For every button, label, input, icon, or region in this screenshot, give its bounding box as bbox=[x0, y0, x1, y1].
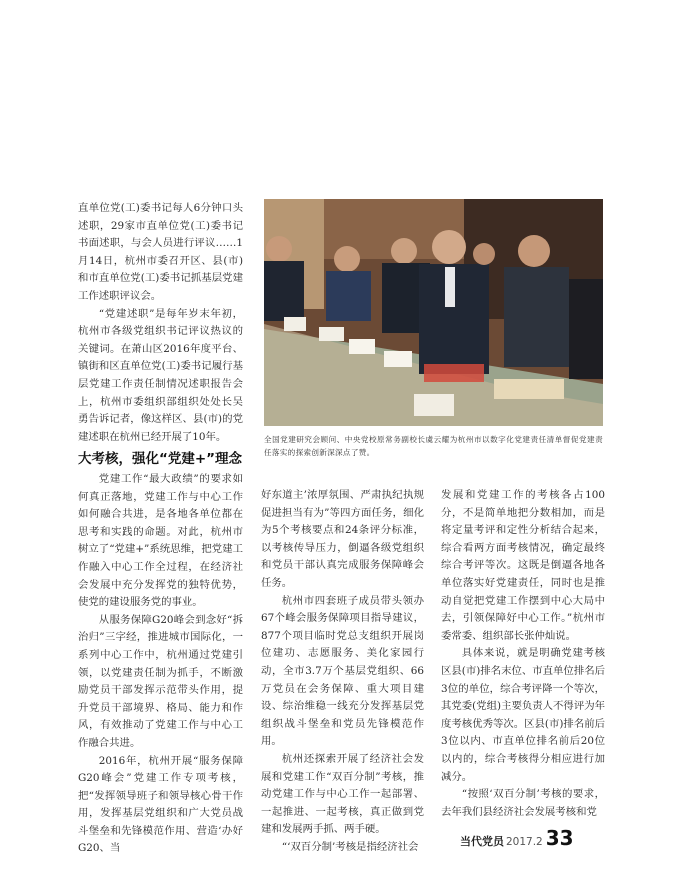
paragraph: 杭州市四套班子成员带头领办67个峰会服务保障项目指导建议，877个项目临时党总支组织开展岗位建功、志愿服务、美化家园行动，全市3.7万个基层党组织、66万党员在会务保障、重大项目建设、综治维稳一线充分发挥基层党组织战斗堡垒和党员先锋模范作用。 bbox=[261, 594, 424, 748]
paragraph: 好东道主’浓厚氛围、严肃执纪执规促进担当有为”等四方面任务，细化为5个考核要点和24条评分标准，以考核传导压力，倒逼各级党组织和党员干部认真完成服务保障峰会任务。 bbox=[261, 489, 424, 589]
meeting-photo bbox=[264, 199, 603, 426]
section-heading: 大考核，强化“党建+”理念 bbox=[78, 451, 243, 467]
column-3 bbox=[441, 487, 605, 821]
photo-caption: 全国党建研究会顾问、中央党校原常务副校长虞云耀为杭州市以数字化党建责任清单督促党建责任落实的探索创新深深点了赞。 bbox=[264, 435, 603, 457]
magazine-logo: 当代党员 bbox=[460, 835, 504, 848]
column-1-top bbox=[78, 200, 243, 446]
meeting-photo-illustration bbox=[264, 199, 603, 426]
paragraph: 具体来说，就是明确党建考核区县(市)排名末位、市直单位排名后3位的单位，综合考评降一个等次，其党委(党组)主要负责人不得评为年度考核优秀等次。区县(市)排名前后3位以内、市直单位排名前后20位以内的，综合考核得分相应进行加减分。 bbox=[441, 647, 605, 783]
paragraph: “按照‘双百分制’考核的要求，去年我们县经济社会发展考核和党 bbox=[441, 788, 605, 818]
paragraph: “党建述职”是每年岁末年初，杭州市各级党组织书记评议热议的关键词。在萧山区2016年度平台、镇街和区直单位党(工)委书记履行基层党建工作责任制情况述职报告会上，杭州市委组织部组织处处长吴勇告诉记者，像这样区、县(市)的党建述职在杭州已经开展了10年。 bbox=[78, 307, 243, 443]
page-number: 33 bbox=[545, 826, 574, 850]
paragraph: 从服务保障G20峰会到念好“拆治归”三字经，推进城市国际化，一系列中心工作中，杭州通过党建引领，以党建责任制为抓手，不断激励党员干部发挥示范带头作用，提升党员干部境界、格局、能力和作风，有效推动了党建工作与中心工作融合共进。 bbox=[78, 613, 243, 749]
paragraph: “‘双百分制’考核是指经济社会 bbox=[281, 840, 419, 853]
column-1-bottom bbox=[78, 471, 243, 858]
page-footer bbox=[460, 826, 574, 850]
paragraph: 杭州还探索开展了经济社会发展和党建工作“双百分制”考核，推动党建工作与中心工作一起部署、一起推进、一起考核，真正做到党建和发展两手抓、两手硬。 bbox=[261, 752, 424, 836]
column-2 bbox=[261, 487, 424, 856]
paragraph: 发展和党建工作的考核各占100分，不是简单地把分数相加，而是将定量考评和定性分析结合起来，综合看两方面考核情况，确定最终综合考评等次。这既是倒逼各地各单位落实好党建责任，同时也是推动自觉把党建工作摆到中心大局中去，引领保障好中心工作。”杭州市委常委、组织部长张仲灿说。 bbox=[441, 489, 605, 642]
paragraph: 直单位党(工)委书记每人6分钟口头述职，29家市直单位党(工)委书记书面述职，与会人员进行评议……1月14日，杭州市委召开区、县(市)和市直单位党(工)委书记抓基层党建工作述职评议会。 bbox=[78, 202, 243, 302]
paragraph: 党建工作“最大政绩”的要求如何真正落地，党建工作与中心工作如何融合共进，是各地各单位都在思考和实践的命题。对此，杭州市树立了“党建+”系统思维，把党建工作融入中心工作全过程，在经济社会发展中充分发挥党的独特优势，使党的建设服务党的事业。 bbox=[78, 473, 243, 609]
issue-number: 2017.2 bbox=[506, 836, 543, 848]
paragraph: 2016年，杭州开展“服务保障G20峰会”党建工作专项考核，把“发挥领导班子和领导核心骨干作用，发挥基层党组织和广大党员战斗堡垒和先锋模范作用、营造‘办好G20、当 bbox=[78, 754, 243, 855]
